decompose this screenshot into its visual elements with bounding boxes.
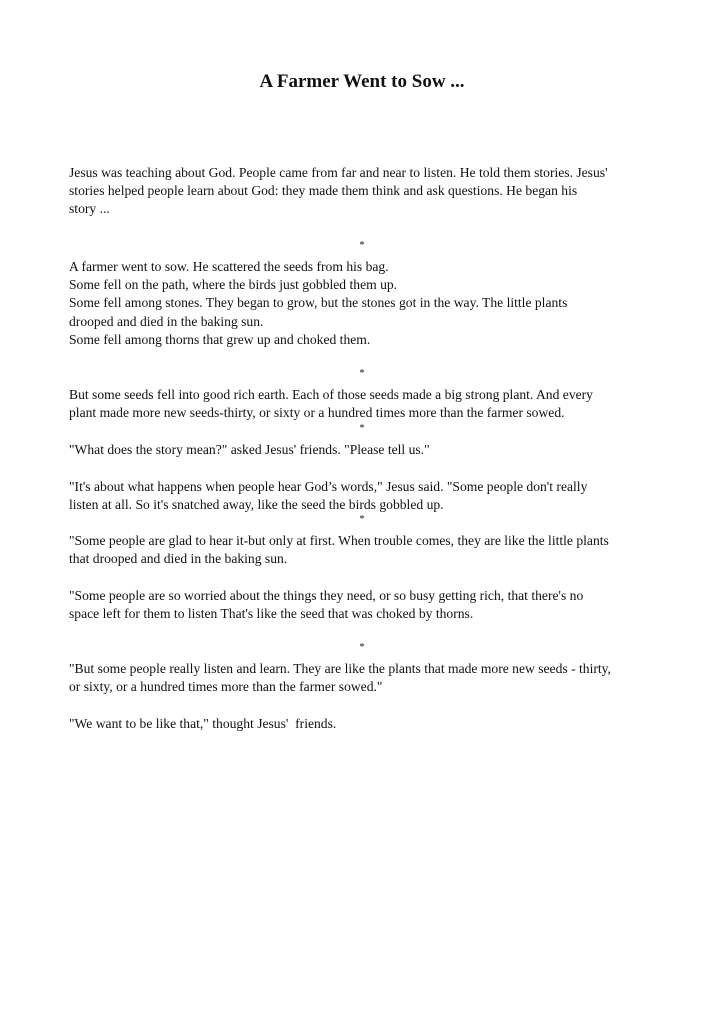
text-line: "We want to be like that," thought Jesus' friends.	[69, 716, 337, 731]
section-separator: *	[359, 240, 365, 251]
text-line: stories helped people learn about God: they made them think and ask questions. He began his	[69, 183, 578, 199]
paragraph-conclusion	[69, 715, 659, 733]
text-line: listen at all. So it's snatched away, like the seed the birds gobbled up.	[69, 497, 444, 513]
section-separator: *	[359, 642, 365, 653]
text-line: Some fell among stones. They began to grow, but the stones got in the way. The little plants	[69, 295, 568, 311]
text-line: "What does the story mean?" asked Jesus' friends. "Please tell us."	[69, 442, 430, 457]
paragraph-thorns	[69, 587, 659, 623]
page-title: A Farmer Went to Sow ...	[259, 71, 465, 92]
text-line: drooped and died in the baking sun.	[69, 313, 264, 329]
text-line: A farmer went to sow. He scattered the seeds from his bag.	[69, 259, 389, 274]
paragraph-explanation	[69, 478, 659, 514]
paragraph-stones	[69, 532, 659, 568]
text-line: "Some people are glad to hear it-but only at first. When trouble comes, they are like the little plants	[69, 533, 609, 548]
text-line: "It's about what happens when people hear God’s words," Jesus said. "Some people don't really	[69, 479, 588, 494]
text-line: story ...	[69, 201, 110, 217]
paragraph-listen-learn	[69, 660, 659, 696]
section-separator: *	[359, 423, 365, 434]
text-line: plant made more new seeds-thirty, or sixty or a hundred times more than the farmer sowed.	[69, 405, 565, 421]
section-separator: *	[359, 368, 365, 379]
text-line: But some seeds fell into good rich earth. Each of those seeds made a big strong plant. And every	[69, 387, 593, 402]
text-line: Some fell on the path, where the birds just gobbled them up.	[69, 277, 398, 293]
text-line: Some fell among thorns that grew up and choked them.	[69, 331, 371, 347]
paragraph-intro	[69, 164, 659, 219]
text-line: or sixty, or a hundred times more than the farmer sowed."	[69, 679, 383, 695]
section-separator: *	[359, 514, 365, 525]
text-line: space left for them to listen That's like the seed that was choked by thorns.	[69, 606, 474, 622]
text-line: Jesus was teaching about God. People came from far and near to listen. He told them stories. Jesus'	[69, 165, 608, 180]
paragraph-question	[69, 441, 659, 459]
text-line: that drooped and died in the baking sun.	[69, 551, 288, 567]
text-line: "But some people really listen and learn. They are like the plants that made more new seeds - thirty,	[69, 661, 611, 676]
paragraph-parable	[69, 258, 659, 349]
paragraph-good-earth	[69, 386, 659, 422]
text-line: "Some people are so worried about the things they need, or so busy getting rich, that there's no	[69, 588, 584, 603]
